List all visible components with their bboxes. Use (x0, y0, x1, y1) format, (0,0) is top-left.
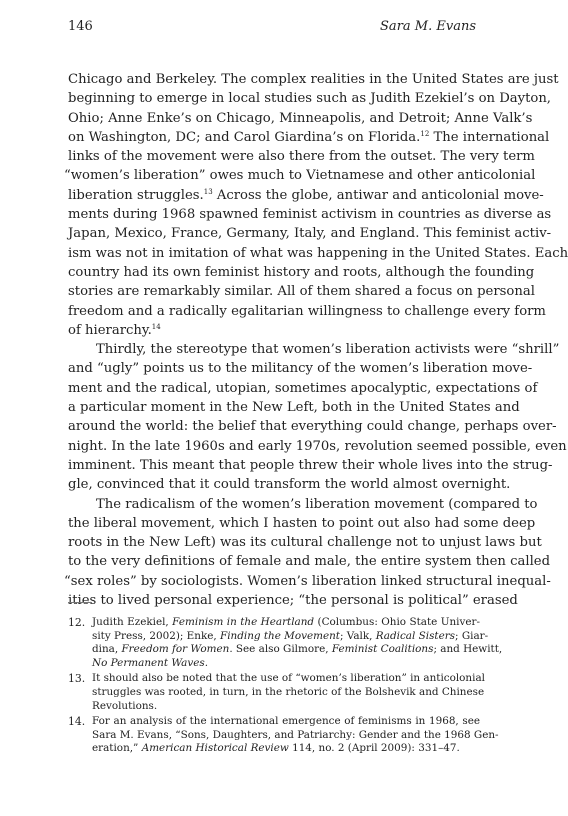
footnote-line: Revolutions. (92, 699, 158, 712)
footnote-line: dina, Freedom for Women. See also Gilmore, Feminist Coalitions; and Hewitt, (92, 643, 503, 656)
text-line: Japan, Mexico, France, Germany, Italy, and England. This feminist activ- (68, 226, 552, 242)
footnote-ref-13: 13 (203, 187, 213, 196)
text-line: ment and the radical, utopian, sometimes apocalyptic, expectations of (68, 380, 538, 396)
page-number: 146 (68, 19, 93, 34)
text-line: on Washington, DC; and Carol Giardina’s on Florida.$^{12}$ The international (68, 129, 550, 145)
text-line: to the very definitions of female and male, the entire system then called (68, 554, 551, 570)
footnote-ref-12: 12 (420, 129, 430, 138)
footnote-number: 14. (68, 715, 86, 729)
footnote-number: 13. (68, 672, 86, 686)
text-line: a particular moment in the New Left, both in the United States and (68, 400, 520, 416)
text-line: ments during 1968 spawned feminist activism in countries as diverse as (68, 207, 552, 223)
text-line: links of the movement were also there from the outset. The very term (68, 149, 535, 165)
footnote-line: No Permanent Waves. (92, 656, 208, 669)
text-line: beginning to emerge in local studies such as Judith Ezekiel’s on Dayton, (68, 91, 551, 107)
footnote-line: It should also be noted that the use of “women’s liberation” in anticolonial (92, 672, 485, 685)
text-line: of hierarchy.$^{14}$ (68, 322, 161, 338)
footnotes (68, 616, 503, 758)
text-line: stories are remarkably similar. All of them shared a focus on personal (68, 284, 535, 300)
paragraph-start: The radicalism of the women’s liberation movement (compared to (96, 496, 538, 512)
text-line: “sex roles” by sociologists. Women’s liberation linked structural inequal- (64, 573, 551, 589)
text-line: Chicago and Berkeley. The complex realities in the United States are just (68, 72, 559, 87)
text-line: country had its own feminist history and roots, although the founding (68, 264, 535, 280)
footnote-line: eration,” American Historical Review 114, no. 2 (April 2009): 331–47. (92, 742, 460, 755)
text-line: around the world: the belief that everything could change, perhaps over- (68, 419, 557, 435)
footnote-line: sity Press, 2002); Enke, Finding the Movement; Valk, Radical Sisters; Giar- (92, 629, 489, 642)
text-line: ities to lived personal experience; “the personal is political” erased (68, 593, 518, 609)
footnote-13 (68, 672, 485, 713)
text-line: the liberal movement, which I hasten to point out also had some deep (68, 515, 536, 531)
running-title: Sara M. Evans (380, 19, 476, 34)
footnote-ref-14: 14 (151, 322, 161, 331)
text-line: roots in the New Left) was its cultural challenge not to unjust laws but (68, 535, 542, 551)
text-line: and “ugly” points us to the militancy of the women’s liberation move- (68, 361, 533, 377)
text-line: liberation struggles.$^{13}$ Across the globe, antiwar and anticolonial move- (68, 187, 544, 203)
body-text (64, 70, 568, 610)
paragraph-start: Thirdly, the stereotype that women’s liberation activists were “shrill” (96, 342, 560, 358)
footnote-line: struggles was rooted, in turn, in the rhetoric of the Bolshevik and Chinese (92, 685, 485, 698)
footnote-separator (68, 602, 92, 603)
text-line: freedom and a radically egalitarian willingness to challenge every form (68, 303, 546, 319)
footnote-12 (68, 616, 503, 670)
text-line: ism was not in imitation of what was happening in the United States. Each (68, 245, 568, 261)
footnote-number: 12. (68, 616, 86, 629)
text-line: imminent. This meant that people threw their whole lives into the strug- (68, 457, 553, 473)
footnote-line: Judith Ezekiel, Feminism in the Heartland (Columbus: Ohio State Univer- (92, 616, 480, 628)
running-head (68, 19, 476, 37)
footnote-line: For an analysis of the international emergence of feminisms in 1968, see (92, 715, 480, 728)
text-line: “women’s liberation” owes much to Vietnamese and other anticolonial (64, 168, 536, 184)
footnote-line: Sara M. Evans, “Sons, Daughters, and Patriarchy: Gender and the 1968 Gen- (92, 728, 499, 741)
text-line: Ohio; Anne Enke’s on Chicago, Minneapolis, and Detroit; Anne Valk’s (68, 110, 533, 126)
footnote-14 (68, 715, 499, 756)
text-line: night. In the late 1960s and early 1970s, revolution seemed possible, even (68, 438, 567, 454)
text-line: gle, convinced that it could transform the world almost overnight. (68, 477, 511, 493)
